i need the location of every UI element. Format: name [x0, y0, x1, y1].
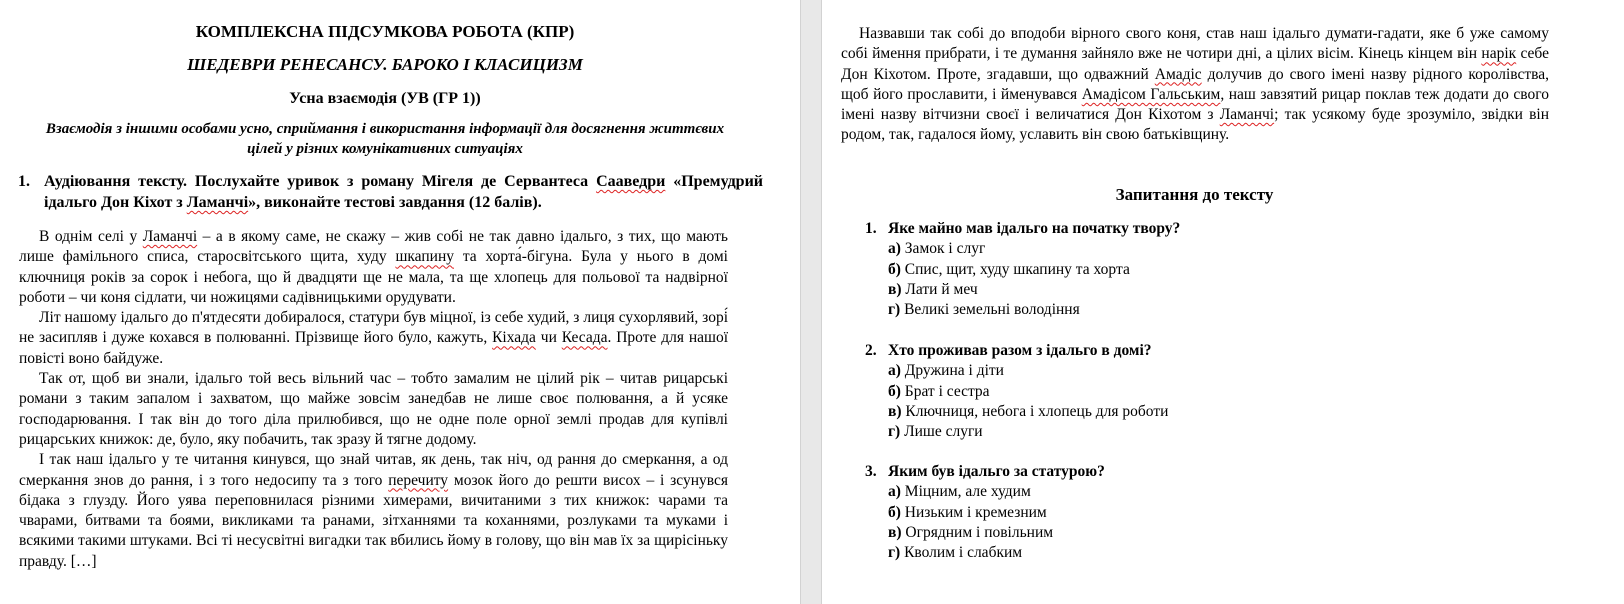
text-run: ; так усякому буде зрозуміло, звідки він родом, так, гадалося йому, уславить він свою батьківщину. — [841, 106, 1550, 144]
question-2 — [865, 341, 1505, 442]
text-run: мозок його до решти висох – і зсунувся бідака з глузду. Його уява переповнилася різними химерами, вичитаними з тих книжок: чарами та чварами, битвами та боями, викликами та ранами, зітханнями та коханнями, розлуками та муками і всякими такими штуками. Всі ті несусвітні вигадки так вбились йому в голову, що він мав їх за щирісіньку правду. […] — [19, 471, 728, 570]
option-text: Ключниця, небога і хлопець для роботи — [905, 402, 1169, 420]
question-text: Яке майно мав ідальго на початку твору? — [888, 220, 1181, 237]
option-text: Міцним, але худим — [904, 483, 1031, 501]
story-paragraph-1 — [19, 227, 728, 308]
option-text: Дружина і діти — [904, 362, 1004, 380]
document-title: КОМПЛЕКСНА ПІДСУМКОВА РОБОТА (КПР) — [195, 22, 575, 41]
option-letter: а) — [888, 362, 901, 380]
story-paragraph-2 — [19, 308, 728, 369]
answer-option — [888, 239, 1505, 259]
option-text: Огрядним і повільним — [905, 523, 1054, 541]
option-text: Спис, щит, худу шкапину та хорта — [904, 260, 1130, 278]
option-letter: г) — [888, 301, 901, 319]
spellcheck-word[interactable]: Кесада — [561, 329, 608, 347]
answer-option — [888, 300, 1505, 320]
text-run: Літ нашому ідальго до п'ятдесяти добиралося, статури був міцної, із себе худий, з лиця сухорлявий, зорі́ не засипляв і дуже кохався в полюванні. Прізвище його було, кажуть, — [19, 309, 728, 347]
spellcheck-word[interactable]: Ламанчі — [142, 228, 198, 245]
text-run: Назвавши так собі до вподоби вірного свого коня, став наш ідальго думати-гадати, яке б уже самому собі ймення прибрати, і те думання зайняло вже не чотири дні, а цілих вісім. Кінець кінцем він — [841, 25, 1549, 63]
task-heading — [18, 171, 763, 213]
option-text: Брат і сестра — [904, 382, 990, 400]
option-text: Кволим і слабким — [904, 544, 1023, 562]
text-run: себе Дон Кіхотом. Проте, згадавши, що одважний — [841, 45, 1549, 83]
spellcheck-word[interactable]: шкапину — [395, 248, 454, 266]
option-letter: г) — [888, 423, 901, 441]
task-text-part: Аудіювання тексту. Послухайте уривок з роману Мігеля де Сервантеса — [44, 173, 597, 190]
spellcheck-word[interactable]: Ламанчі — [1219, 106, 1275, 124]
section-heading: Усна взаємодія (УВ (ГР 1)) — [289, 90, 481, 107]
document-page-left — [0, 0, 800, 604]
spellcheck-word[interactable]: Амадіс — [1154, 65, 1202, 83]
text-run: . Проте для нашої повісті воно байдуже. — [19, 329, 729, 367]
spellcheck-word[interactable]: Амадісом Гальським — [1081, 85, 1221, 103]
answer-option — [888, 402, 1505, 422]
question-text: Хто проживав разом з ідальго в домі? — [888, 342, 1152, 359]
text-run: долучив до свого імені назву рідного королівства, щоб його прославити, і йменувався — [841, 65, 1549, 103]
option-letter: а) — [888, 483, 901, 501]
question-number: 3. — [865, 463, 877, 480]
section-description: Взаємодія з іншими особами усно, сприймання і використання інформації для досягнення життєвих цілей у різних комунікативних ситуаціях — [45, 121, 725, 157]
option-text: Замок і слуг — [904, 240, 986, 258]
story-text — [19, 227, 728, 572]
story-paragraph-4 — [19, 450, 728, 572]
option-letter: б) — [888, 260, 901, 278]
task-number: 1. — [18, 173, 30, 190]
question-text: Яким був ідальго за статурою? — [888, 463, 1105, 480]
option-text: Великі земельні володіння — [904, 301, 1080, 319]
question-number: 2. — [865, 342, 877, 359]
option-letter: б) — [888, 382, 901, 400]
option-letter: г) — [888, 544, 901, 562]
option-letter: в) — [888, 523, 902, 541]
option-text: Лати й меч — [905, 280, 978, 298]
task-text-part: «Премудрий ідальго Дон Кіхот з — [44, 173, 764, 211]
answer-option — [888, 382, 1505, 402]
question-title — [865, 462, 1505, 482]
spellcheck-word[interactable]: Кіхада — [492, 329, 536, 347]
story-paragraph-3: Так от, щоб ви знали, ідальго той весь вільний час – тобто замалим не цілий рік – читав рицарські романи з таким запалом і захватом, що майже зовсім занедбав не лише своє полювання, а й усяке господарювання. І так він до того діла прилюбився, що не одне поле орної землі продав для купівлі рицарських книжок: де, було, яку побачить, так зразу й тягне додому. — [19, 370, 728, 448]
question-title — [865, 219, 1505, 239]
text-run: чи — [535, 329, 562, 347]
answer-option — [888, 361, 1505, 381]
story-continuation — [841, 24, 1549, 146]
option-letter: в) — [888, 280, 902, 298]
question-1 — [865, 219, 1505, 320]
document-subtitle: ШЕДЕВРИ РЕНЕСАНСУ. БАРОКО І КЛАСИЦИЗМ — [187, 55, 583, 74]
option-letter: б) — [888, 503, 901, 521]
question-title — [865, 341, 1505, 361]
text-run: – а в якому саме, не скажу – жив собі не так давно ідальго, з тих, що мають лише фамільного списа, старосвітського щита, худу — [19, 228, 728, 266]
text-run: В однім селі у — [39, 228, 143, 245]
text-run: І так наш ідальго у те читання кинувся, що знай читав, як день, так ніч, од рання до смеркання, а од смеркання знов до рання, і з того недосипу та з того — [19, 451, 728, 489]
answer-option — [888, 543, 1505, 563]
option-letter: в) — [888, 402, 902, 420]
text-run: та хорта́-бігуна. Була у нього в домі ключниця років за сорок і небога, що й двадцяти ще не мала, та ще хлопець для польової та надвірної роботи – чи коня сідлати, чи ножицями садівницькими орудувати. — [19, 248, 728, 306]
task-text — [44, 171, 763, 213]
answer-option — [888, 422, 1505, 442]
option-text: Лише слуги — [904, 423, 983, 441]
spellcheck-word[interactable]: Ламанчі — [186, 194, 249, 211]
answer-option — [888, 482, 1505, 502]
questions-heading: Запитання до тексту — [1115, 185, 1274, 204]
answer-option — [888, 260, 1505, 280]
option-text: Низьким і кремезним — [904, 503, 1047, 521]
spellcheck-word[interactable]: Сааведри — [596, 173, 666, 190]
option-letter: а) — [888, 240, 901, 258]
answer-option — [888, 523, 1505, 543]
spellcheck-word[interactable]: нарік — [1481, 45, 1517, 63]
task-text-part: », виконайте тестові завдання (12 балів). — [248, 194, 542, 211]
answer-option — [888, 503, 1505, 523]
question-number: 1. — [865, 220, 877, 237]
question-3 — [865, 462, 1505, 563]
text-run: , наш завзятий рицар поклав теж додати до свого імені назву вітчизни своєї і величатися Дон Кіхотом з — [841, 85, 1549, 124]
story-paragraph-5 — [841, 24, 1549, 146]
document-page-right — [822, 0, 1624, 604]
page-gutter — [800, 0, 822, 604]
spellcheck-word[interactable]: перечиту — [388, 471, 449, 489]
answer-option — [888, 280, 1505, 300]
